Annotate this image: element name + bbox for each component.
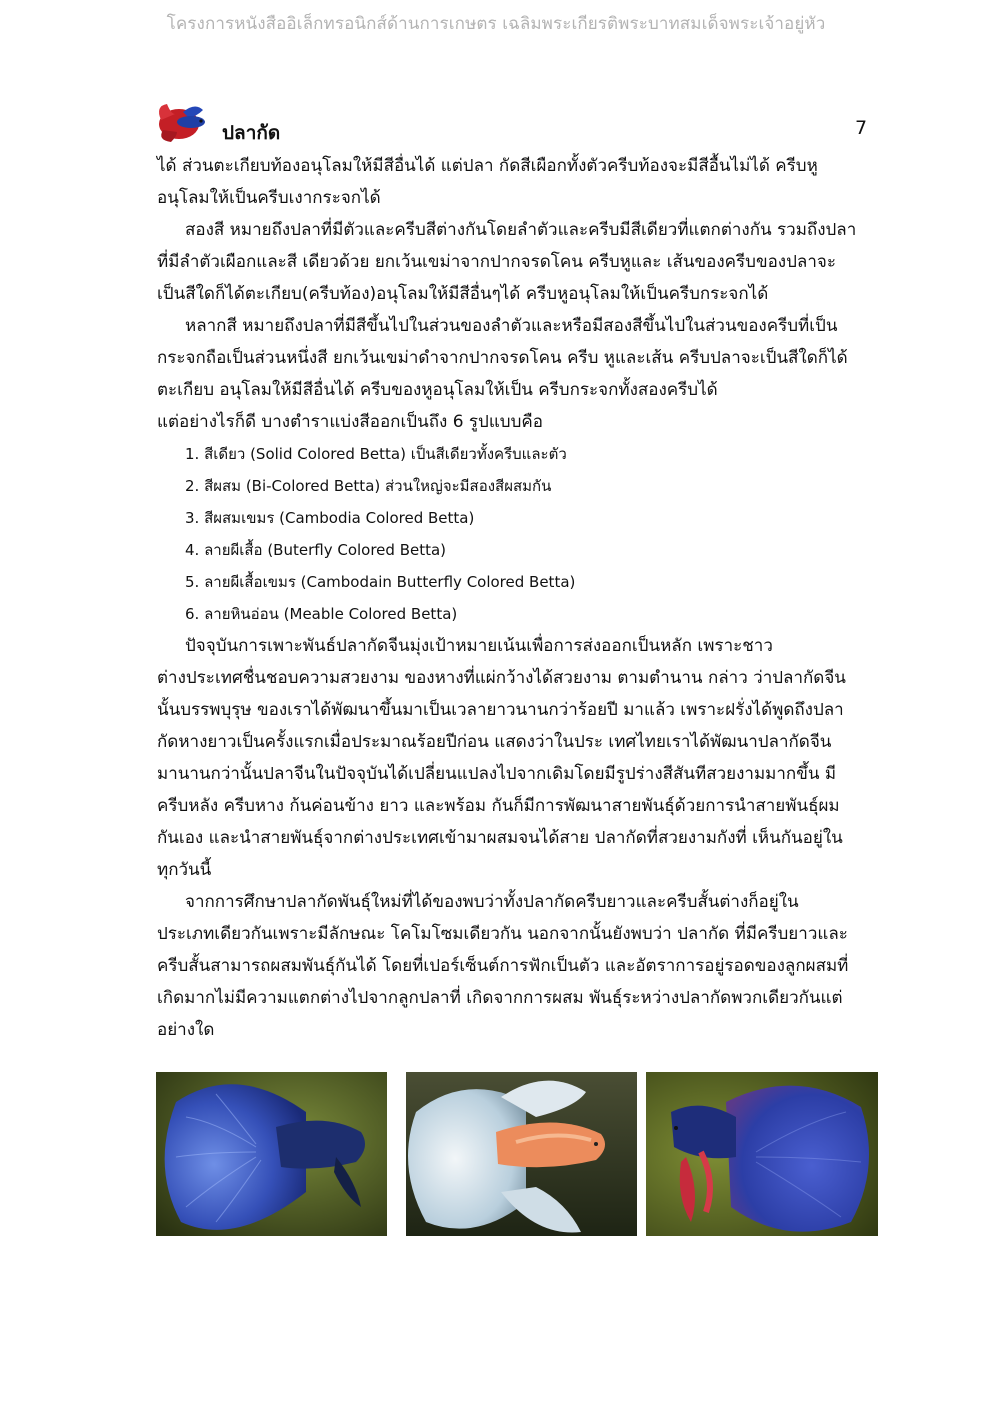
text-line: มานานกว่านั้นปลาจีนในปัจจุบันได้เปลี่ยนแปลงไปจากเดิมโดยมีรูปร่างสีสันทีสวยงามมากขึ้น มี (157, 764, 837, 784)
page-number: 7 (855, 117, 868, 139)
body-text (157, 150, 877, 1046)
list-item: 1. สีเดียว (Solid Colored Betta) เป็นสีเดียวทั้งครีบและตัว (185, 445, 567, 463)
text-line: ที่มีลำตัวเผือกและสี เดียวด้วย ยกเว้นเขม่าจากปากจรดโคน ครีบหูและ เส้นของครีบของปลาจะ (157, 252, 836, 272)
betta-photo-strip (156, 1072, 878, 1236)
text-line: เป็นสีใดก็ได้ตะเกียบ(ครีบท้อง)อนุโลมให้มีสีอื่นๆได้ ครีบหูอนุโลมให้เป็นครีบกระจกได้ (157, 284, 769, 304)
blue-red-betta-photo (646, 1072, 878, 1236)
text-line: อย่างใด (157, 1020, 215, 1040)
text-line: แต่อย่างไรก็ดี บางตำราแบ่งสีออกเป็นถึง 6 รูปแบบคือ (157, 412, 543, 432)
paragraph (157, 214, 877, 310)
text-line: ต่างประเทศชื่นชอบความสวยงาม ของหางที่แผ่กว้างได้สวยงาม ตามตำนาน กล่าว ว่าปลากัดจีน (157, 668, 846, 688)
chapter-title: ปลากัด (222, 122, 281, 144)
running-header: โครงการหนังสืออิเล็กทรอนิกส์ด้านการเกษตร เฉลิมพระเกียรติพระบาทสมเด็จพระเจ้าอยู่หัว (166, 14, 826, 34)
text-line: หลากสี หมายถึงปลาที่มีสีขึ้นไปในส่วนของลำตัวและหรือมีสองสีขึ้นไปในส่วนของครีบที่เป็น (185, 316, 838, 336)
text-line: กระจกถือเป็นส่วนหนึ่งสี ยกเว้นเขม่าดำจากปากจรดโคน ครีบ หูและเส้น ครีบปลาจะเป็นสีใดก็ได้ (157, 348, 848, 368)
text-line: ทุกวันนี้ (157, 860, 212, 880)
color-type-list (157, 438, 877, 630)
text-line: เกิดมากไม่มีความแตกต่างไปจากลูกปลาที่ เกิดจากการผสม พันธุ์ระหว่างปลากัดพวกเดียวกันแต่ (157, 988, 843, 1008)
list-item: 5. ลายผีเสื้อเขมร (Cambodain Butterfly Colored Betta) (185, 573, 576, 591)
paragraph (157, 886, 877, 1046)
text-line: นั้นบรรพบุรุษ ของเราได้พัฒนาขึ้นมาเป็นเวลายาวนานกว่าร้อยปี มาแล้ว เพราะฝรั่งได้พูดถึงปลา (157, 700, 844, 720)
blue-halfmoon-betta-photo (156, 1072, 387, 1236)
text-line: กัดหางยาวเป็นครั้งแรกเมื่อประมาณร้อยปีก่อน แสดงว่าในประ เทศไทยเราได้พัฒนาปลากัดจีน (157, 732, 832, 752)
text-line: ประเภทเดียวกันเพราะมีลักษณะ โคโมโซมเดียวกัน นอกจากนั้นยังพบว่า ปลากัด ที่มีครีบยาวและ (157, 924, 848, 944)
text-line: สองสี หมายถึงปลาที่มีตัวและครีบสีต่างกันโดยลำตัวและครีบมีสีเดียวที่แตกต่างกัน รวมถึงปลา (185, 220, 857, 240)
text-line: ตะเกียบ อนุโลมให้มีสีอื่นได้ ครีบของหูอนุโลมให้เป็น ครีบกระจกทั้งสองครีบได้ (157, 380, 718, 400)
text-line: จากการศึกษาปลากัดพันธุ์ใหม่ที่ได้ของพบว่าทั้งปลากัดครีบยาวและครีบสั้นต่างก็อยู่ใน (185, 892, 799, 912)
paragraph (157, 630, 877, 886)
text-line: ครีบสั้นสามารถผสมพันธุ์กันได้ โดยที่เปอร์เซ็นต์การฟักเป็นตัว และอัตราการอยู่รอดของลูกผสมที่ (157, 956, 849, 976)
betta-fish-icon (153, 100, 209, 144)
list-item: 2. สีผสม (Bi-Colored Betta) ส่วนใหญ่จะมีสองสีผสมกัน (185, 477, 552, 495)
text-line: อนุโลมให้เป็นครีบเงากระจกได้ (157, 188, 381, 208)
list-item: 3. สีผสมเขมร (Cambodia Colored Betta) (185, 509, 475, 527)
text-line: ได้ ส่วนตะเกียบท้องอนุโลมให้มีสีอื่นได้ แต่ปลา กัดสีเผือกทั้งตัวครีบท้องจะมีสีอื้นไม่ได้ ครีบหู (157, 156, 818, 176)
text-line: กันเอง และนำสายพันธุ์จากต่างประเทศเข้ามาผสมจนได้สาย ปลากัดที่สวยงามกังที่ เห็นกันอยู่ใน (157, 828, 843, 848)
list-item: 4. ลายผีเสื้อ (Buterfly Colored Betta) (185, 541, 447, 559)
paragraph (157, 310, 877, 438)
pastel-orange-betta-photo (406, 1072, 637, 1236)
list-item: 6. ลายหินอ่อน (Meable Colored Betta) (185, 605, 458, 623)
text-line: ปัจจุบันการเพาะพันธ์ปลากัดจีนมุ่งเป้าหมายเน้นเพื่อการส่งออกเป็นหลัก เพราะชาว (185, 636, 773, 656)
text-line: ครีบหลัง ครีบหาง ก้นค่อนข้าง ยาว และพร้อม กันก็มีการพัฒนาสายพันธุ์ด้วยการนำสายพันธุ์ผม (157, 796, 840, 816)
paragraph (157, 150, 877, 214)
